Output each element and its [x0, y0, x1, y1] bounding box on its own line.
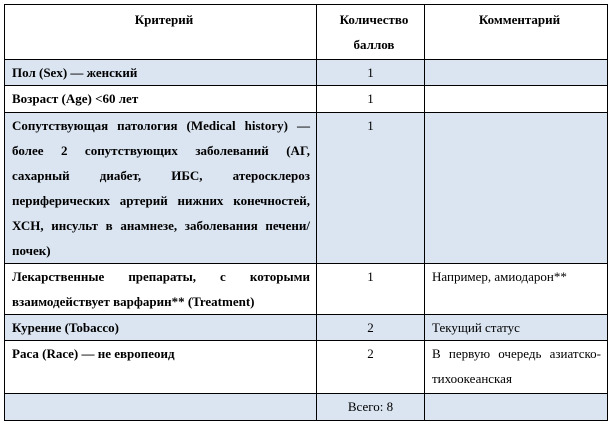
row-score: 2 — [317, 341, 425, 394]
row-comment — [425, 86, 608, 113]
table-row — [5, 315, 608, 341]
table-row — [5, 264, 608, 315]
row-criterion: Раса (Race) — не европеоид — [5, 341, 317, 394]
header-criterion: Критерий — [5, 5, 317, 60]
total-criterion — [5, 394, 317, 421]
row-comment — [425, 60, 608, 86]
total-comment — [425, 394, 608, 421]
row-criterion: Сопутствующая патология (Medical history) — более 2 сопутствующих заболеваний (АГ, сахарный диабет, ИБС, атеросклероз периферических артерий нижних конечностей, ХСН, инсульт в анамнезе, заболевания печени/почек) — [5, 113, 317, 264]
table-header-row — [5, 5, 608, 60]
row-criterion: Курение (Tobacco) — [5, 315, 317, 341]
row-criterion: Пол (Sex) — женский — [5, 60, 317, 86]
row-comment: В первую очередь азиатско-тихоокеанская — [425, 341, 608, 394]
header-score: Количество баллов — [317, 5, 425, 60]
table-row — [5, 86, 608, 113]
sametr-score-table — [4, 4, 608, 421]
row-score: 2 — [317, 315, 425, 341]
row-comment: Например, амиодарон** — [425, 264, 608, 315]
row-comment: Текущий статус — [425, 315, 608, 341]
row-score: 1 — [317, 60, 425, 86]
row-score: 1 — [317, 86, 425, 113]
table-row — [5, 113, 608, 264]
total-score: Всего: 8 — [317, 394, 425, 421]
row-criterion: Лекарственные препараты, с которыми взаимодействует варфарин** (Treatment) — [5, 264, 317, 315]
row-comment — [425, 113, 608, 264]
row-score: 1 — [317, 264, 425, 315]
table-total-row — [5, 394, 608, 421]
table-row — [5, 341, 608, 394]
header-comment: Комментарий — [425, 5, 608, 60]
row-score: 1 — [317, 113, 425, 264]
row-criterion: Возраст (Age) <60 лет — [5, 86, 317, 113]
table-row — [5, 60, 608, 86]
